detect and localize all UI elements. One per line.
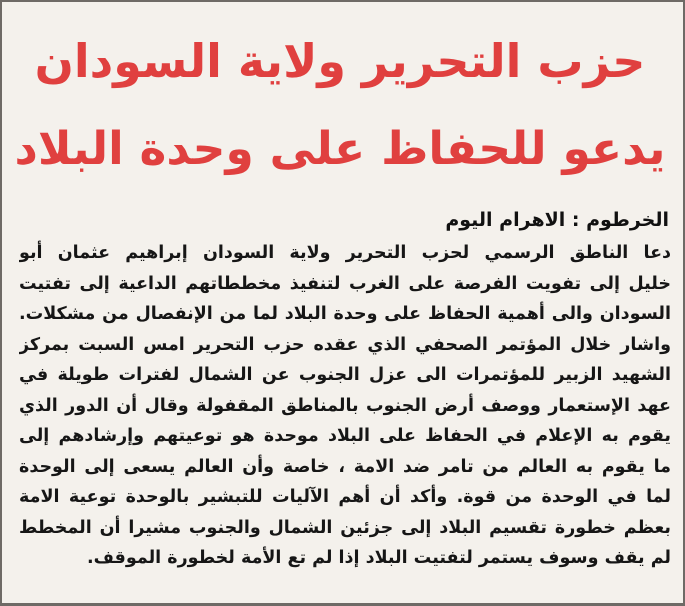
body-line: دعا الناطق الرسمي لحزب التحرير ولاية السودان إبراهيم عثمان أبو (19, 243, 671, 263)
body-line: لم يقف وسوف يستمر لتفتيت البلاد إذا لم تع الأمة لخطورة الموقف. (86, 548, 671, 568)
body-line: يقوم به الإعلام في الحفاظ على البلاد موحدة هو توعيتهم وإرشادهم إلى (19, 426, 671, 446)
body-line: لما في الوحدة من قوة. وأكد أن أهم الآليات للتبشير بالوحدة توعية الامة (19, 487, 671, 507)
body-line: ما يقوم به العالم من تامر ضد الامة ، خاصة وأن العالم يسعى إلى الوحدة (19, 456, 671, 477)
headline-line-2: يدعو للحفاظ على وحدة البلاد (14, 122, 666, 175)
top-border (0, 0, 685, 2)
headline-line-1: حزب التحرير ولاية السودان (34, 34, 646, 88)
article-body (19, 238, 671, 574)
body-line: السودان والى أهمية الحفاظ على وحدة البلاد لما من الإنفصال من مشكلات. (19, 304, 671, 324)
body-line: خليل إلى تفويت الفرصة على الغرب لتنفيذ مخططاتهم الداعية إلى تفتيت (19, 273, 671, 294)
body-line: الشهيد الزبير للمؤتمرات الى عزل الجنوب عن الشمال لفترات طويلة في (19, 365, 671, 385)
dateline: الخرطوم : الاهرام اليوم (445, 209, 669, 231)
body-line: واشار خلال المؤتمر الصحفي الذي عقده حزب التحرير امس السبت بمركز (19, 334, 671, 355)
body-line: بعظم خطورة تقسيم البلاد إلى جزئين الشمال والجنوب مشيرا أن المخطط (19, 517, 671, 538)
left-border (0, 0, 2, 606)
body-line: عهد الإستعمار ووصف أرض الجنوب بالمناطق المقفولة وقال أن الدور الذي (19, 395, 671, 416)
